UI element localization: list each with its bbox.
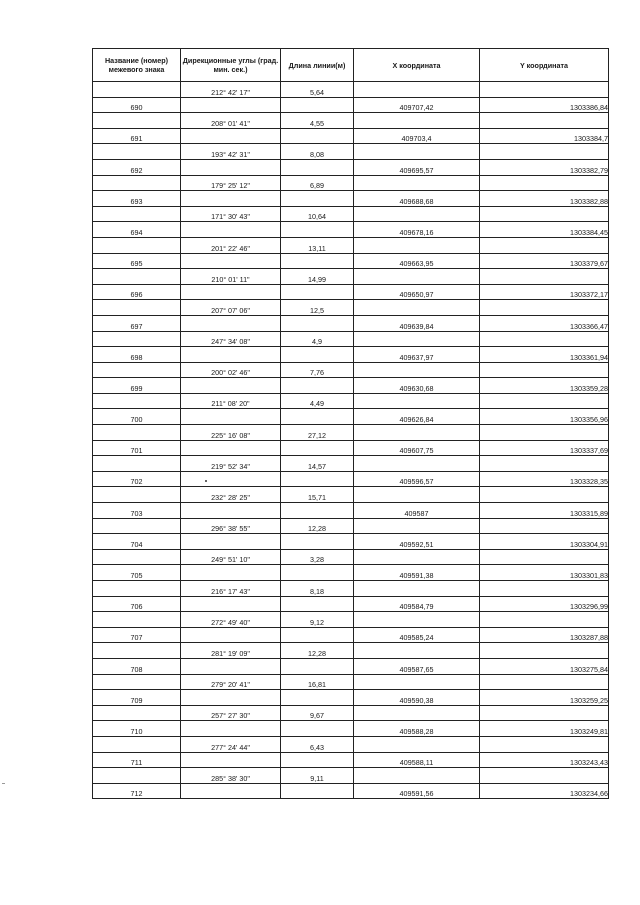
cell-marker-name [93, 82, 181, 98]
cell-direction-angle: 257° 27' 30" [181, 705, 281, 721]
segment-row [93, 331, 609, 347]
cell-marker-name: 705 [93, 565, 181, 581]
cell-y-coordinate [480, 612, 609, 628]
cell-direction-angle: 296° 38' 55" [181, 518, 281, 534]
cell-line-length: 4,49 [281, 393, 354, 409]
cell-line-length: 9,12 [281, 612, 354, 628]
segment-row [93, 456, 609, 472]
cell-line-length [281, 440, 354, 456]
boundary-point-row [93, 97, 609, 113]
cell-y-coordinate: 1303359,28 [480, 378, 609, 394]
cell-direction-angle [181, 752, 281, 768]
cell-x-coordinate [354, 705, 480, 721]
cell-line-length: 9,67 [281, 705, 354, 721]
cell-direction-angle [181, 159, 281, 175]
cell-direction-angle: 249° 51' 10" [181, 549, 281, 565]
cell-direction-angle [181, 97, 281, 113]
cell-line-length: 14,99 [281, 269, 354, 285]
cell-y-coordinate [480, 300, 609, 316]
cell-marker-name [93, 362, 181, 378]
cell-line-length [281, 284, 354, 300]
cell-line-length: 8,08 [281, 144, 354, 160]
cell-y-coordinate [480, 705, 609, 721]
cell-line-length: 9,11 [281, 768, 354, 784]
cell-line-length: 15,71 [281, 487, 354, 503]
cell-marker-name [93, 768, 181, 784]
cell-y-coordinate [480, 331, 609, 347]
header-y-coordinate: Y координата [480, 49, 609, 82]
cell-marker-name: 710 [93, 721, 181, 737]
cell-direction-angle [181, 783, 281, 799]
cell-y-coordinate [480, 175, 609, 191]
cell-y-coordinate: 1303382,88 [480, 191, 609, 207]
cell-x-coordinate [354, 300, 480, 316]
segment-row [93, 736, 609, 752]
cell-direction-angle [181, 128, 281, 144]
cell-direction-angle: 232° 28' 25" [181, 487, 281, 503]
cell-marker-name: 692 [93, 159, 181, 175]
cell-y-coordinate [480, 425, 609, 441]
segment-row [93, 487, 609, 503]
cell-marker-name [93, 113, 181, 129]
boundary-point-row [93, 347, 609, 363]
cell-direction-angle: 201° 22' 46" [181, 237, 281, 253]
cell-line-length: 3,28 [281, 549, 354, 565]
cell-direction-angle [181, 222, 281, 238]
cell-y-coordinate [480, 144, 609, 160]
cell-marker-name: 709 [93, 690, 181, 706]
cell-y-coordinate: 1303386,84 [480, 97, 609, 113]
cell-marker-name: 701 [93, 440, 181, 456]
cell-x-coordinate: 409663,95 [354, 253, 480, 269]
cell-line-length [281, 347, 354, 363]
cell-x-coordinate: 409650,97 [354, 284, 480, 300]
document-page [92, 48, 608, 799]
cell-line-length [281, 222, 354, 238]
cell-direction-angle [181, 284, 281, 300]
cell-marker-name: 700 [93, 409, 181, 425]
cell-y-coordinate: 1303259,25 [480, 690, 609, 706]
cell-y-coordinate [480, 487, 609, 503]
cell-x-coordinate [354, 269, 480, 285]
cell-y-coordinate: 1303328,35 [480, 471, 609, 487]
segment-row [93, 175, 609, 191]
cell-x-coordinate: 409637,97 [354, 347, 480, 363]
cell-line-length [281, 721, 354, 737]
boundary-point-row [93, 503, 609, 519]
cell-y-coordinate [480, 456, 609, 472]
boundary-point-row [93, 596, 609, 612]
cell-direction-angle: 216° 17' 43" [181, 581, 281, 597]
cell-direction-angle: 285° 38' 30" [181, 768, 281, 784]
header-x-coordinate: X координата [354, 49, 480, 82]
cell-y-coordinate [480, 581, 609, 597]
cell-marker-name: 707 [93, 627, 181, 643]
cell-x-coordinate [354, 456, 480, 472]
cell-marker-name [93, 581, 181, 597]
boundary-coordinates-table [92, 48, 609, 799]
cell-x-coordinate: 409630,68 [354, 378, 480, 394]
cell-line-length: 6,89 [281, 175, 354, 191]
segment-row [93, 768, 609, 784]
segment-row [93, 82, 609, 98]
cell-line-length: 10,64 [281, 206, 354, 222]
cell-x-coordinate: 409590,38 [354, 690, 480, 706]
cell-x-coordinate [354, 612, 480, 628]
cell-y-coordinate: 1303296,99 [480, 596, 609, 612]
cell-x-coordinate [354, 581, 480, 597]
cell-direction-angle: 193° 42' 31" [181, 144, 281, 160]
cell-line-length: 12,5 [281, 300, 354, 316]
cell-x-coordinate [354, 549, 480, 565]
cell-marker-name [93, 674, 181, 690]
cell-direction-angle [181, 253, 281, 269]
cell-x-coordinate [354, 768, 480, 784]
cell-y-coordinate [480, 82, 609, 98]
cell-y-coordinate [480, 393, 609, 409]
cell-y-coordinate [480, 549, 609, 565]
header-direction-angle: Дирекционные углы (град. мин. сек.) [181, 49, 281, 82]
cell-marker-name [93, 393, 181, 409]
cell-marker-name [93, 144, 181, 160]
cell-y-coordinate: 1303234,66 [480, 783, 609, 799]
boundary-point-row [93, 159, 609, 175]
boundary-point-row [93, 471, 609, 487]
boundary-point-row [93, 534, 609, 550]
segment-row [93, 518, 609, 534]
segment-row [93, 113, 609, 129]
cell-line-length [281, 503, 354, 519]
boundary-point-row [93, 690, 609, 706]
cell-marker-name [93, 612, 181, 628]
cell-y-coordinate [480, 237, 609, 253]
segment-row [93, 362, 609, 378]
cell-y-coordinate: 1303304,91 [480, 534, 609, 550]
cell-line-length: 4,9 [281, 331, 354, 347]
cell-x-coordinate: 409639,84 [354, 315, 480, 331]
cell-direction-angle: 219° 52' 34" [181, 456, 281, 472]
cell-direction-angle [181, 721, 281, 737]
header-line-length: Длина линии(м) [281, 49, 354, 82]
cell-y-coordinate: 1303315,89 [480, 503, 609, 519]
cell-line-length [281, 97, 354, 113]
cell-y-coordinate: 1303361,94 [480, 347, 609, 363]
cell-direction-angle: 210° 01' 11" [181, 269, 281, 285]
cell-direction-angle [181, 690, 281, 706]
cell-line-length: 12,28 [281, 518, 354, 534]
cell-marker-name: 699 [93, 378, 181, 394]
boundary-point-row [93, 565, 609, 581]
segment-row [93, 643, 609, 659]
cell-marker-name [93, 237, 181, 253]
cell-y-coordinate: 1303366,47 [480, 315, 609, 331]
cell-marker-name: 704 [93, 534, 181, 550]
cell-line-length: 16,81 [281, 674, 354, 690]
cell-line-length [281, 409, 354, 425]
cell-y-coordinate: 1303243,43 [480, 752, 609, 768]
cell-direction-angle: 208° 01' 41" [181, 113, 281, 129]
cell-y-coordinate [480, 768, 609, 784]
cell-direction-angle: 277° 24' 44" [181, 736, 281, 752]
boundary-point-row [93, 752, 609, 768]
cell-marker-name: 690 [93, 97, 181, 113]
cell-y-coordinate: 1303384,45 [480, 222, 609, 238]
cell-marker-name [93, 425, 181, 441]
cell-x-coordinate [354, 674, 480, 690]
cell-y-coordinate [480, 643, 609, 659]
cell-marker-name: 695 [93, 253, 181, 269]
cell-y-coordinate [480, 206, 609, 222]
cell-x-coordinate: 409588,11 [354, 752, 480, 768]
cell-y-coordinate: 1303379,67 [480, 253, 609, 269]
cell-line-length [281, 253, 354, 269]
boundary-point-row [93, 284, 609, 300]
cell-x-coordinate [354, 82, 480, 98]
cell-marker-name: 697 [93, 315, 181, 331]
cell-direction-angle [181, 409, 281, 425]
cell-direction-angle: 171° 30' 43" [181, 206, 281, 222]
cell-marker-name: 712 [93, 783, 181, 799]
cell-x-coordinate [354, 206, 480, 222]
cell-line-length [281, 191, 354, 207]
cell-marker-name [93, 549, 181, 565]
boundary-point-row [93, 222, 609, 238]
cell-line-length: 12,28 [281, 643, 354, 659]
cell-y-coordinate [480, 518, 609, 534]
cell-x-coordinate: 409703,4 [354, 128, 480, 144]
cell-x-coordinate [354, 425, 480, 441]
cell-marker-name: 711 [93, 752, 181, 768]
cell-marker-name: 698 [93, 347, 181, 363]
cell-marker-name [93, 705, 181, 721]
segment-row [93, 206, 609, 222]
cell-marker-name: 693 [93, 191, 181, 207]
segment-row [93, 581, 609, 597]
segment-row [93, 300, 609, 316]
cell-x-coordinate [354, 643, 480, 659]
cell-marker-name: 706 [93, 596, 181, 612]
segment-row [93, 393, 609, 409]
cell-marker-name: 694 [93, 222, 181, 238]
cell-x-coordinate: 409584,79 [354, 596, 480, 612]
cell-x-coordinate: 409695,57 [354, 159, 480, 175]
boundary-point-row [93, 409, 609, 425]
cell-x-coordinate [354, 237, 480, 253]
cell-y-coordinate: 1303275,84 [480, 658, 609, 674]
cell-x-coordinate: 409587,65 [354, 658, 480, 674]
cell-x-coordinate: 409626,84 [354, 409, 480, 425]
boundary-point-row [93, 440, 609, 456]
cell-y-coordinate: 1303287,88 [480, 627, 609, 643]
cell-x-coordinate [354, 736, 480, 752]
cell-line-length [281, 315, 354, 331]
cell-y-coordinate: 1303384,7 [480, 128, 609, 144]
cell-direction-angle [181, 440, 281, 456]
cell-marker-name [93, 300, 181, 316]
cell-direction-angle [181, 658, 281, 674]
cell-x-coordinate: 409607,75 [354, 440, 480, 456]
scan-mark [2, 783, 5, 784]
boundary-point-row [93, 783, 609, 799]
cell-direction-angle: 247° 34' 08" [181, 331, 281, 347]
segment-row [93, 705, 609, 721]
cell-direction-angle: 200° 02' 46" [181, 362, 281, 378]
cell-x-coordinate: 409596,57 [354, 471, 480, 487]
cell-marker-name: 702 [93, 471, 181, 487]
cell-direction-angle [181, 315, 281, 331]
cell-x-coordinate: 409591,38 [354, 565, 480, 581]
cell-x-coordinate: 409678,16 [354, 222, 480, 238]
cell-line-length [281, 534, 354, 550]
boundary-point-row [93, 315, 609, 331]
cell-y-coordinate: 1303337,69 [480, 440, 609, 456]
cell-line-length [281, 565, 354, 581]
cell-x-coordinate [354, 487, 480, 503]
cell-x-coordinate: 409591,56 [354, 783, 480, 799]
boundary-point-row [93, 721, 609, 737]
segment-row [93, 144, 609, 160]
cell-line-length: 5,64 [281, 82, 354, 98]
cell-line-length: 13,11 [281, 237, 354, 253]
boundary-point-row [93, 253, 609, 269]
segment-row [93, 612, 609, 628]
cell-direction-angle: 225° 16' 08" [181, 425, 281, 441]
cell-marker-name [93, 487, 181, 503]
cell-x-coordinate: 409592,51 [354, 534, 480, 550]
scan-speck [205, 480, 207, 482]
cell-direction-angle: 212° 42' 17" [181, 82, 281, 98]
cell-y-coordinate: 1303382,79 [480, 159, 609, 175]
segment-row [93, 549, 609, 565]
cell-x-coordinate [354, 518, 480, 534]
cell-marker-name [93, 331, 181, 347]
cell-marker-name [93, 269, 181, 285]
cell-y-coordinate: 1303356,96 [480, 409, 609, 425]
cell-x-coordinate: 409688,68 [354, 191, 480, 207]
cell-x-coordinate: 409707,42 [354, 97, 480, 113]
table-header-row [93, 49, 609, 82]
cell-line-length: 14,57 [281, 456, 354, 472]
boundary-point-row [93, 128, 609, 144]
cell-x-coordinate: 409588,28 [354, 721, 480, 737]
cell-marker-name: 708 [93, 658, 181, 674]
cell-direction-angle: 281° 19' 09" [181, 643, 281, 659]
cell-direction-angle [181, 627, 281, 643]
cell-marker-name: 696 [93, 284, 181, 300]
cell-line-length [281, 783, 354, 799]
boundary-point-row [93, 378, 609, 394]
cell-y-coordinate [480, 113, 609, 129]
segment-row [93, 674, 609, 690]
cell-marker-name [93, 175, 181, 191]
cell-direction-angle [181, 347, 281, 363]
cell-line-length: 7,76 [281, 362, 354, 378]
segment-row [93, 425, 609, 441]
cell-marker-name [93, 736, 181, 752]
cell-x-coordinate [354, 393, 480, 409]
cell-y-coordinate [480, 736, 609, 752]
cell-y-coordinate [480, 269, 609, 285]
cell-line-length [281, 627, 354, 643]
cell-y-coordinate [480, 362, 609, 378]
cell-line-length: 4,55 [281, 113, 354, 129]
boundary-point-row [93, 191, 609, 207]
cell-direction-angle [181, 596, 281, 612]
cell-direction-angle: 207° 07' 06" [181, 300, 281, 316]
cell-marker-name [93, 456, 181, 472]
cell-marker-name: 703 [93, 503, 181, 519]
cell-line-length: 8,18 [281, 581, 354, 597]
cell-line-length [281, 378, 354, 394]
cell-x-coordinate: 409587 [354, 503, 480, 519]
segment-row [93, 237, 609, 253]
cell-direction-angle [181, 378, 281, 394]
cell-y-coordinate: 1303249,81 [480, 721, 609, 737]
cell-direction-angle [181, 565, 281, 581]
cell-x-coordinate [354, 144, 480, 160]
cell-x-coordinate: 409585,24 [354, 627, 480, 643]
cell-marker-name [93, 643, 181, 659]
segment-row [93, 269, 609, 285]
cell-line-length [281, 752, 354, 768]
cell-direction-angle: 211° 08' 20" [181, 393, 281, 409]
cell-line-length [281, 159, 354, 175]
header-marker-name: Название (номер) межевого знака [93, 49, 181, 82]
table-body [93, 82, 609, 799]
cell-line-length [281, 658, 354, 674]
cell-x-coordinate [354, 175, 480, 191]
cell-y-coordinate: 1303301,83 [480, 565, 609, 581]
cell-marker-name [93, 518, 181, 534]
cell-line-length [281, 471, 354, 487]
cell-x-coordinate [354, 331, 480, 347]
cell-y-coordinate: 1303372,17 [480, 284, 609, 300]
cell-direction-angle [181, 503, 281, 519]
boundary-point-row [93, 658, 609, 674]
cell-direction-angle [181, 191, 281, 207]
cell-line-length [281, 596, 354, 612]
cell-direction-angle [181, 534, 281, 550]
cell-marker-name: 691 [93, 128, 181, 144]
cell-direction-angle: 279° 20' 41" [181, 674, 281, 690]
cell-x-coordinate [354, 113, 480, 129]
cell-line-length [281, 128, 354, 144]
cell-line-length: 6,43 [281, 736, 354, 752]
cell-direction-angle: 179° 25' 12" [181, 175, 281, 191]
boundary-point-row [93, 627, 609, 643]
cell-line-length [281, 690, 354, 706]
cell-line-length: 27,12 [281, 425, 354, 441]
cell-direction-angle [181, 471, 281, 487]
cell-marker-name [93, 206, 181, 222]
cell-y-coordinate [480, 674, 609, 690]
cell-direction-angle: 272° 49' 40" [181, 612, 281, 628]
cell-x-coordinate [354, 362, 480, 378]
